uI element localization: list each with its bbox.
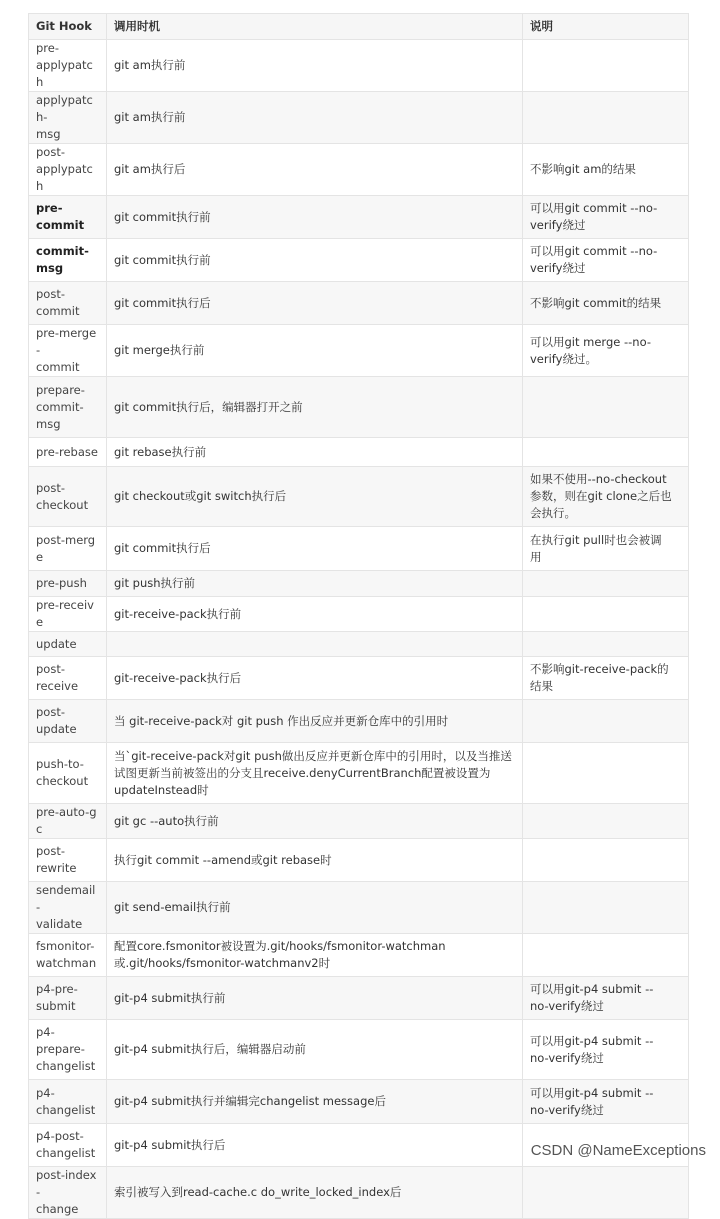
hook-name-cell: applypatch- msg [29,92,107,144]
watermark: CSDN @NameExceptions [530,1142,706,1159]
table-row [29,325,689,377]
table-row [29,597,689,632]
call-timing-cell: git-p4 submit执行后 [107,1124,523,1167]
hook-name-cell: sendemail- validate [29,882,107,934]
table-row [29,743,689,804]
description-cell [523,377,689,438]
table-row [29,92,689,144]
table-row [29,438,689,467]
hook-name-cell: commit- msg [29,239,107,282]
description-cell: 不影响git commit的结果 [523,282,689,325]
hook-name-cell: post- applypatch [29,144,107,196]
hook-name-cell: p4- changelist [29,1080,107,1124]
table-row [29,527,689,571]
call-timing-cell: 当 git-receive-pack对 git push 作出反应并更新仓库中的引用时 [107,700,523,743]
header-git-hook: Git Hook [29,14,107,40]
table-row [29,571,689,597]
table-row [29,282,689,325]
hook-name-cell: pre-merge- commit [29,325,107,377]
hook-name-cell: pre-rebase [29,438,107,467]
description-cell [523,597,689,632]
description-cell: 如果不使用--no-checkout 参数，则在git clone之后也 会执行。 [523,467,689,527]
description-cell: 不影响git-receive-pack的 结果 [523,657,689,700]
description-cell [523,804,689,839]
hook-name-cell: push-to- checkout [29,743,107,804]
hook-name-cell: post- receive [29,657,107,700]
description-cell [523,743,689,804]
description-cell: 可以用git commit --no- verify绕过 [523,239,689,282]
call-timing-cell: git commit执行后 [107,282,523,325]
hook-name-cell: pre-auto-gc [29,804,107,839]
table-header-row [29,14,689,40]
hook-name-cell: p4-pre- submit [29,977,107,1020]
table-row [29,40,689,92]
description-cell [523,1167,689,1219]
call-timing-cell: git push执行前 [107,571,523,597]
description-cell: 不影响git am的结果 [523,144,689,196]
description-cell [523,40,689,92]
description-cell: 可以用git-p4 submit -- no-verify绕过 [523,1020,689,1080]
description-cell [523,632,689,657]
call-timing-cell: git am执行后 [107,144,523,196]
call-timing-cell: git commit执行前 [107,196,523,239]
call-timing-cell: git am执行前 [107,40,523,92]
description-cell [523,92,689,144]
table-row [29,1167,689,1219]
table-row [29,700,689,743]
hook-name-cell: post-index- change [29,1167,107,1219]
call-timing-cell: git rebase执行前 [107,438,523,467]
table-row [29,657,689,700]
call-timing-cell: git-receive-pack执行前 [107,597,523,632]
table-row [29,977,689,1020]
table-row [29,377,689,438]
call-timing-cell: git commit执行前 [107,239,523,282]
hook-name-cell: fsmonitor- watchman [29,934,107,977]
description-cell [523,934,689,977]
hook-name-cell: p4- prepare- changelist [29,1020,107,1080]
table-row [29,934,689,977]
hook-name-cell: post- checkout [29,467,107,527]
hook-name-cell: post- update [29,700,107,743]
description-cell: 在执行git pull时也会被调 用 [523,527,689,571]
call-timing-cell: 配置core.fsmonitor被设置为.git/hooks/fsmonitor-watchman 或.git/hooks/fsmonitor-watchmanv2时 [107,934,523,977]
hook-name-cell: pre-push [29,571,107,597]
description-cell [523,438,689,467]
table-row [29,882,689,934]
call-timing-cell: git-p4 submit执行后，编辑器启动前 [107,1020,523,1080]
header-call-timing: 调用时机 [107,14,523,40]
call-timing-cell: 执行git commit --amend或git rebase时 [107,839,523,882]
hook-name-cell: pre- applypatch [29,40,107,92]
hook-name-cell: prepare- commit- msg [29,377,107,438]
hook-name-cell: update [29,632,107,657]
call-timing-cell: 索引被写入到read-cache.c do_write_locked_index后 [107,1167,523,1219]
call-timing-cell [107,632,523,657]
hook-name-cell: pre-receive [29,597,107,632]
call-timing-cell: git checkout或git switch执行后 [107,467,523,527]
call-timing-cell: 当`git-receive-pack对git push做出反应并更新仓库中的引用时，以及当推送 试图更新当前被签出的分支且receive.denyCurrentBranch配置被设置为 updateInstead时 [107,743,523,804]
table-row [29,1020,689,1080]
description-cell: 可以用git merge --no- verify绕过。 [523,325,689,377]
call-timing-cell: git gc --auto执行前 [107,804,523,839]
description-cell [523,839,689,882]
call-timing-cell: git commit执行后，编辑器打开之前 [107,377,523,438]
description-cell: 可以用git-p4 submit -- no-verify绕过 [523,1080,689,1124]
call-timing-cell: git-p4 submit执行并编辑完changelist message后 [107,1080,523,1124]
description-cell: 可以用git commit --no- verify绕过 [523,196,689,239]
call-timing-cell: git send-email执行前 [107,882,523,934]
table-row [29,467,689,527]
description-cell [523,882,689,934]
call-timing-cell: git am执行前 [107,92,523,144]
table-row [29,144,689,196]
table-row [29,804,689,839]
header-description: 说明 [523,14,689,40]
hook-name-cell: p4-post- changelist [29,1124,107,1167]
call-timing-cell: git-p4 submit执行前 [107,977,523,1020]
hook-name-cell: post- commit [29,282,107,325]
hook-name-cell: pre- commit [29,196,107,239]
call-timing-cell: git commit执行后 [107,527,523,571]
hook-name-cell: post- rewrite [29,839,107,882]
table-row [29,839,689,882]
table-body [29,40,689,1219]
description-cell: 可以用git-p4 submit -- no-verify绕过 [523,977,689,1020]
call-timing-cell: git-receive-pack执行后 [107,657,523,700]
table-row [29,1080,689,1124]
call-timing-cell: git merge执行前 [107,325,523,377]
description-cell [523,700,689,743]
git-hooks-table [28,13,689,1219]
hook-name-cell: post-merge [29,527,107,571]
description-cell [523,571,689,597]
table-row [29,632,689,657]
table-row [29,196,689,239]
table-row [29,239,689,282]
